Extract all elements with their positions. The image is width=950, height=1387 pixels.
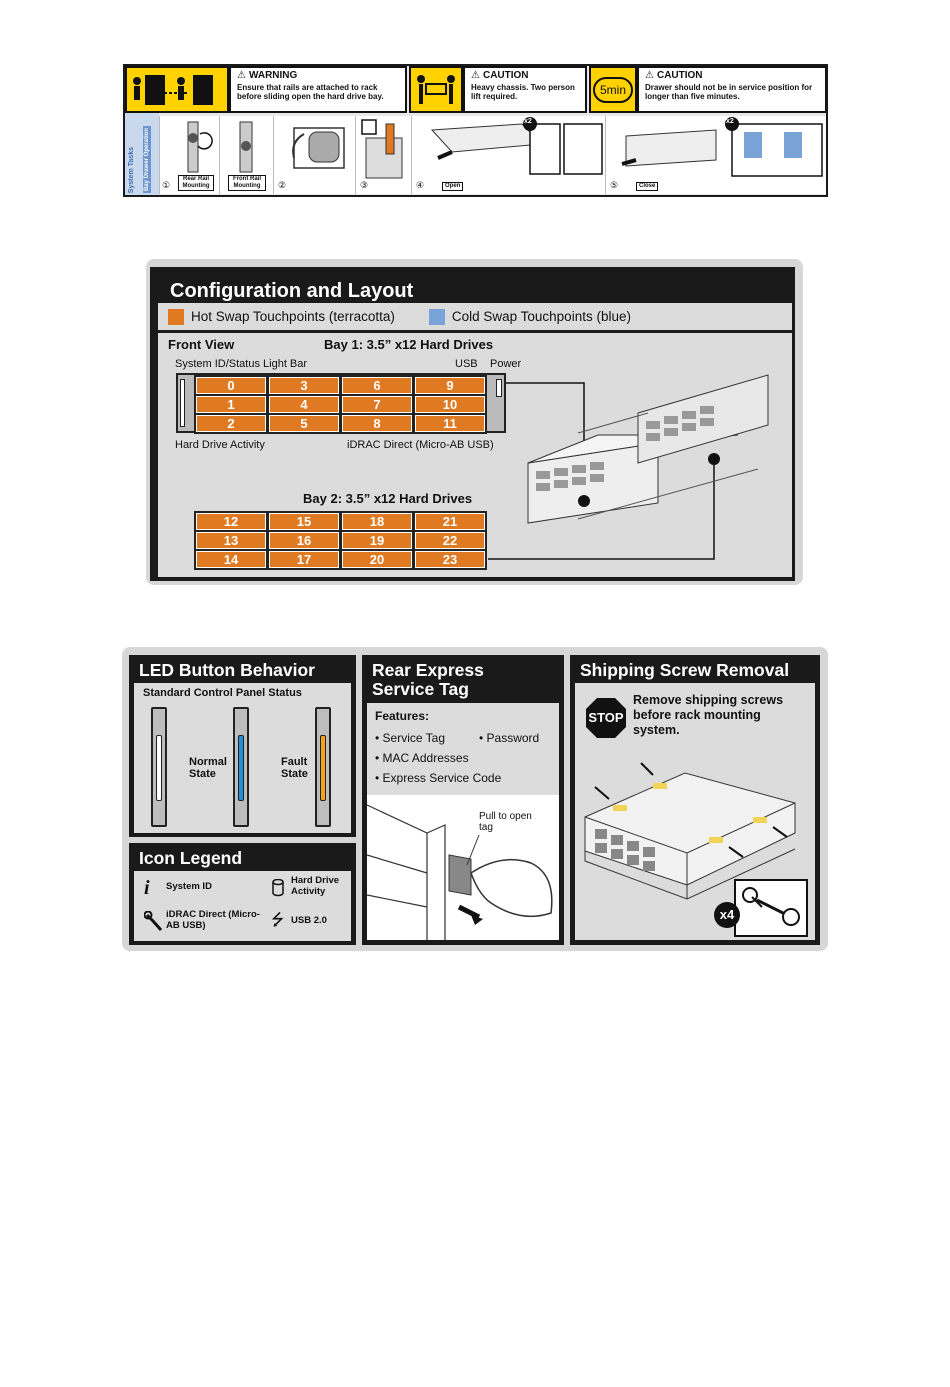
swap-legend	[158, 303, 792, 330]
count-badge: x2	[726, 118, 734, 125]
heavy-lift-icon	[409, 66, 463, 113]
feature-express-code: • Express Service Code	[375, 771, 502, 785]
feature-service-tag: • Service Tag	[375, 731, 446, 745]
power-callout: Power	[490, 358, 522, 370]
warning-body: Ensure that rails are attached to rack before sliding open the hard drive bay.	[237, 83, 384, 101]
drive-slot: 13	[196, 532, 266, 549]
bay1-title: Bay 1: 3.5” x12 Hard Drives	[324, 337, 494, 352]
drive-slot: 5	[269, 415, 339, 432]
side-tab	[125, 113, 159, 197]
step-number: ③	[360, 180, 369, 190]
count-badge: x2	[524, 118, 532, 125]
config-title: Configuration and Layout	[170, 280, 414, 302]
legend-system-id: System ID	[166, 881, 212, 892]
two-person-lift-icon	[125, 66, 229, 113]
step-label: Rear Rail Mounting	[178, 175, 214, 191]
idrac-callout: iDRAC Direct (Micro-AB USB)	[347, 439, 494, 451]
express-body	[367, 703, 559, 940]
icon-legend-body	[134, 871, 351, 941]
screw-count-badge: x4	[719, 907, 735, 922]
caution-time-box	[589, 66, 827, 113]
rail-illustration	[220, 116, 274, 176]
caution-triangle-icon: ⚠	[645, 70, 654, 81]
open-drawer-illustration	[412, 116, 606, 186]
wrench-icon	[144, 911, 164, 933]
bay2-title: Bay 2: 3.5” x12 Hard Drives	[303, 491, 473, 506]
drive-slot: 19	[342, 532, 412, 549]
drive-slot: 11	[415, 415, 485, 432]
tag-illustration-area	[367, 795, 559, 940]
express-service-tag-panel	[362, 655, 564, 945]
hot-swap-label: Hot Swap Touchpoints (terracotta)	[191, 309, 395, 324]
drive-slot: 10	[415, 396, 485, 413]
caution-heading: CAUTION	[482, 70, 529, 81]
led-bar-off	[151, 707, 167, 827]
cold-swap-swatch	[429, 309, 445, 325]
express-title: Rear Express Service Tag	[372, 660, 484, 699]
hd-activity-callout: Hard Drive Activity	[175, 439, 265, 451]
configuration-layout-panel	[146, 259, 803, 585]
legend-idrac: iDRAC Direct (Micro-AB USB)	[166, 909, 260, 931]
warning-heading: WARNING	[248, 70, 298, 81]
caution-heavy-text	[463, 66, 587, 113]
normal-state-label: Normal State	[189, 756, 227, 780]
step-4-open	[411, 116, 605, 194]
front-view-label: Front View	[168, 337, 235, 352]
drive-slot: 18	[342, 513, 412, 530]
shipping-body	[575, 683, 815, 940]
config-body	[158, 333, 792, 577]
step-3	[355, 116, 411, 194]
drive-slot: 8	[342, 415, 412, 432]
step-label: Front Rail Mounting	[228, 175, 266, 191]
step-2	[273, 116, 355, 194]
step-rear-rail	[159, 116, 219, 194]
drive-slot: 17	[269, 551, 339, 568]
info-icon: i	[144, 877, 150, 899]
feature-password: • Password	[479, 731, 540, 745]
drive-slot: 16	[269, 532, 339, 549]
hot-swap-swatch	[168, 309, 184, 325]
led-behavior-panel	[129, 655, 356, 837]
caution-heavy-box	[409, 66, 587, 113]
drive-slot: 6	[342, 377, 412, 394]
caution-heading: CAUTION	[656, 70, 703, 81]
shipping-screw-panel	[570, 655, 820, 945]
close-drawer-illustration	[606, 116, 828, 186]
step-number: ⑤	[610, 180, 619, 190]
icon-legend-panel	[129, 843, 356, 945]
side-tab-sub: Bay Drawer Operation	[144, 127, 150, 191]
led-subtitle: Standard Control Panel Status	[143, 687, 302, 699]
led-title: LED Button Behavior	[139, 660, 315, 680]
bottom-panels	[122, 647, 828, 951]
shipping-title: Shipping Screw Removal	[580, 660, 790, 680]
drive-slot: 22	[415, 532, 485, 549]
drive-slot: 7	[342, 396, 412, 413]
system-id-callout: System ID/Status Light Bar	[175, 358, 308, 370]
legend-usb: USB 2.0	[291, 915, 327, 926]
icon-legend-title: Icon Legend	[139, 848, 243, 868]
fault-state-label: Fault State	[281, 756, 308, 780]
warning-box	[125, 66, 407, 113]
caution-triangle-icon: ⚠	[471, 70, 480, 81]
caution-time-text	[637, 66, 827, 113]
usb-icon: ⭍	[271, 912, 285, 929]
features-label: Features:	[375, 709, 430, 723]
step-number: ①	[162, 180, 171, 190]
drive-icon	[272, 879, 284, 897]
caution-body: Heavy chassis. Two person lift required.	[471, 83, 575, 101]
unlock-illustration	[356, 116, 412, 186]
step-label: Close	[636, 182, 658, 191]
timer-icon	[589, 66, 637, 113]
server-illustration	[488, 333, 792, 577]
chassis-screws-illustration	[575, 745, 815, 940]
rail-illustration	[160, 116, 220, 176]
light-bar	[180, 379, 185, 427]
drive-slot: 4	[269, 396, 339, 413]
drive-slot: 12	[196, 513, 266, 530]
drive-slot: 23	[415, 551, 485, 568]
bezel-illustration	[274, 116, 356, 186]
drive-slot: 0	[196, 377, 266, 394]
drive-slot: 15	[269, 513, 339, 530]
warning-triangle-icon: ⚠	[237, 70, 246, 81]
step-number: ④	[416, 180, 425, 190]
warning-text	[229, 66, 407, 113]
led-bar-fault	[315, 707, 331, 827]
legend-hd-activity: Hard Drive Activity	[291, 875, 340, 897]
bay2-grid	[194, 511, 487, 570]
side-tab-main: System Tasks	[128, 146, 135, 193]
shipping-instruction: Remove shipping screws before rack mounting system.	[633, 693, 784, 737]
led-bar-normal	[233, 707, 249, 827]
step-number: ②	[278, 180, 287, 190]
bay1-grid	[194, 375, 487, 434]
bay-drawer-operation-strip	[123, 64, 828, 197]
led-body	[134, 683, 351, 833]
cold-swap-label: Cold Swap Touchpoints (blue)	[451, 309, 631, 324]
timer-label: 5min	[593, 77, 633, 103]
drive-slot: 21	[415, 513, 485, 530]
step-front-rail	[219, 116, 273, 194]
step-5-close	[605, 116, 827, 194]
caution-body: Drawer should not be in service position for longer than five minutes.	[645, 83, 813, 101]
usb-callout: USB	[455, 358, 478, 370]
drive-slot: 14	[196, 551, 266, 568]
drive-slot: 3	[269, 377, 339, 394]
drive-slot: 20	[342, 551, 412, 568]
pull-tag-label: Pull to open tag	[479, 811, 532, 833]
drive-slot: 9	[415, 377, 485, 394]
drive-slot: 2	[196, 415, 266, 432]
drive-slot: 1	[196, 396, 266, 413]
step-label: Open	[442, 182, 463, 191]
stop-label: STOP	[588, 710, 624, 725]
feature-mac: • MAC Addresses	[375, 751, 469, 765]
